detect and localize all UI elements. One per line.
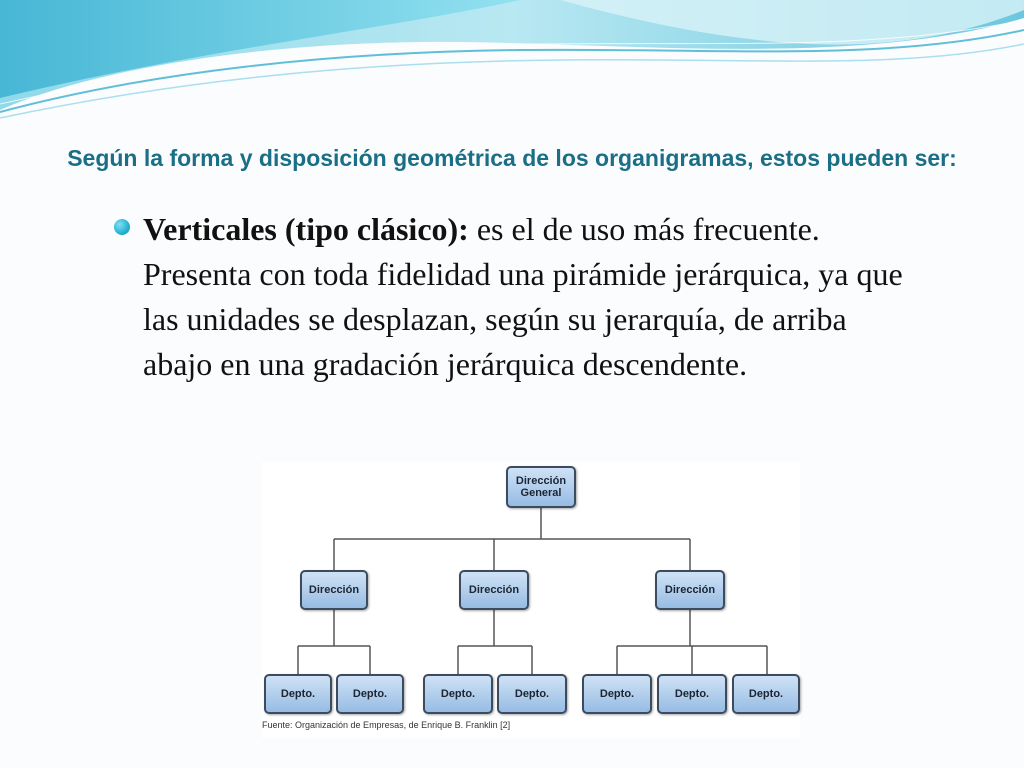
- decorative-wave-header: [0, 0, 1024, 130]
- org-box-department: Depto.: [264, 674, 332, 714]
- org-box-root: Dirección General: [506, 466, 576, 508]
- slide-title: Según la forma y disposición geométrica de los organigramas, estos pueden ser:: [67, 145, 957, 171]
- bullet-item: [114, 207, 914, 387]
- org-box-department: Depto.: [582, 674, 652, 714]
- org-box-department: Depto.: [423, 674, 493, 714]
- org-box-department: Depto.: [732, 674, 800, 714]
- org-box-direction: Dirección: [655, 570, 725, 610]
- bullet-term: Verticales (tipo clásico):: [143, 211, 469, 247]
- org-chart: [262, 462, 800, 738]
- bullet-body: es el de uso más frecuente. Presenta con toda fidelidad una pirámide jerárquica, ya que las unidades se desplazan, según su jerarquía, de arriba abajo en una gradación jerárquica descendente.: [143, 211, 903, 382]
- bullet-text: [143, 207, 914, 387]
- bullet-dot-icon: [114, 219, 130, 235]
- org-box-direction: Dirección: [300, 570, 368, 610]
- chart-source-caption: Fuente: Organización de Empresas, de Enrique B. Franklin [2]: [262, 720, 511, 730]
- org-box-department: Depto.: [657, 674, 727, 714]
- org-box-department: Depto.: [336, 674, 404, 714]
- org-box-direction: Dirección: [459, 570, 529, 610]
- org-box-department: Depto.: [497, 674, 567, 714]
